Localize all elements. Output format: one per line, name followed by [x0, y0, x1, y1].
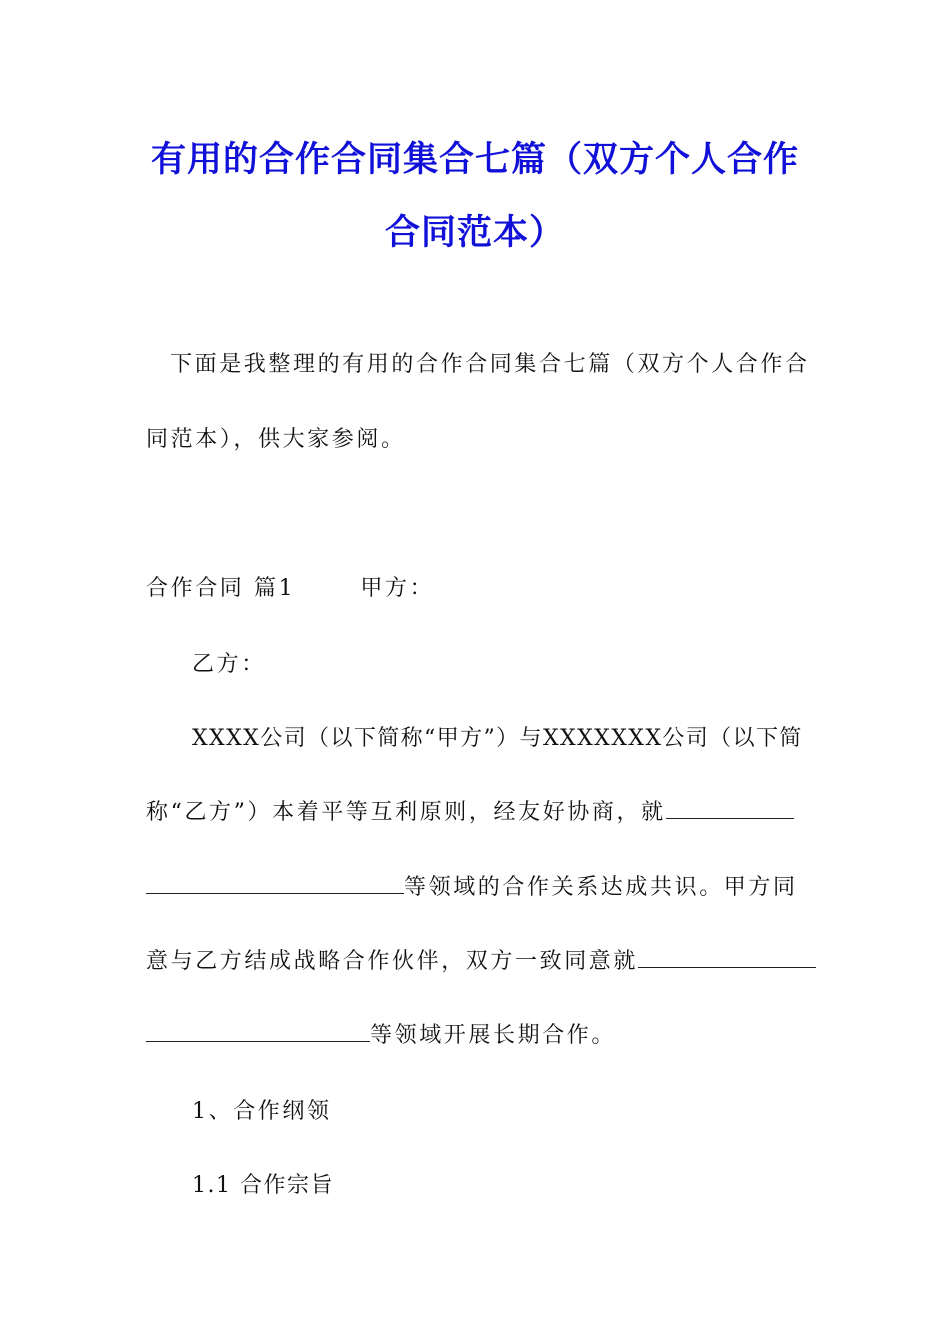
party-a-label: 甲方： — [360, 576, 435, 601]
fill-in-blank — [638, 947, 816, 968]
section-title: 合作合同 篇1 — [146, 576, 296, 601]
fill-in-blank — [146, 873, 404, 894]
fill-in-blank — [666, 798, 794, 819]
section-heading — [146, 571, 434, 602]
paragraph-1-line-1: XXXX公司（以下简称“甲方”）与XXXXXXX公司（以下简 — [192, 726, 803, 751]
paragraph-1-line-5-text: 等领域开展长期合作。 — [370, 1023, 617, 1048]
paragraph-1-line-4-text: 意与乙方结成战略合作伙伴，双方一致同意就 — [146, 949, 639, 974]
paragraph-1-line-4 — [146, 944, 816, 975]
paragraph-1-line-2-text: 称“乙方”）本着平等互利原则，经友好协商，就 — [146, 800, 666, 825]
intro-line-1: 下面是我整理的有用的合作合同集合七篇（双方个人合作合 — [170, 352, 810, 377]
document-title-line-1: 有用的合作合同集合七篇（双方个人合作 — [150, 140, 799, 180]
paragraph-1-line-3 — [146, 870, 798, 901]
sub-item-heading: 1.1 合作宗旨 — [192, 1173, 334, 1198]
paragraph-1-line-2 — [146, 795, 794, 826]
paragraph-1-line-3-text: 等领域的合作关系达成共识。甲方同 — [404, 875, 798, 900]
intro-line-2: 同范本），供大家参阅。 — [146, 427, 406, 452]
party-b-label: 乙方： — [192, 652, 266, 677]
paragraph-1-line-5 — [146, 1018, 616, 1049]
document-title-line-2: 合同范本） — [384, 213, 565, 253]
fill-in-blank — [146, 1021, 370, 1042]
item-heading: 1、合作纲领 — [192, 1099, 332, 1124]
